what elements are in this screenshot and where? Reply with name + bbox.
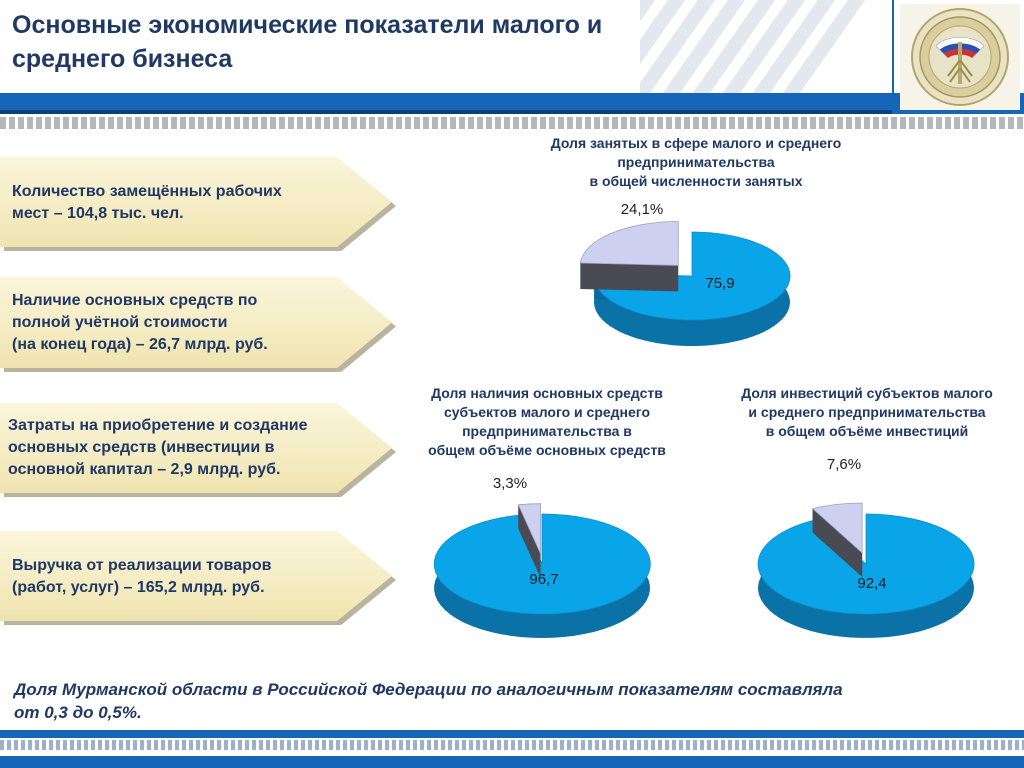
footer-bottom-bar (0, 756, 1024, 768)
indicator-text: Наличие основных средств по полной учётной стоимости (на конец года) – 26,7 млрд. руб. (12, 292, 268, 353)
pie-data-label: 7,6% (826, 456, 862, 473)
indicator-text: Выручка от реализации товаров (работ, услуг) – 165,2 млрд. руб. (12, 557, 272, 596)
pie-slice (580, 222, 678, 266)
pie-chart-3 (758, 456, 974, 638)
indicator-text: Затраты на приобретение и создание основных средств (инвестиции в основной капитал – 2,9 млрд. руб. (8, 417, 308, 478)
pie-chart-1 (580, 201, 790, 346)
chart-title: Доля инвестиций субъектов малого и среднего предпринимательства в общем объёме инвестиций (741, 385, 993, 439)
pie-slice (758, 514, 974, 614)
pie-slice-cut (580, 263, 678, 291)
pie-slice (434, 514, 650, 614)
pie-data-label: 92,4 (857, 575, 887, 592)
footer-bar (0, 730, 1024, 738)
pie-data-label: 24,1% (620, 201, 664, 218)
pie-data-label: 75,9 (705, 275, 735, 292)
pie-data-label: 3,3% (492, 475, 528, 492)
chart-title: Доля наличия основных средств субъектов малого и среднего предпринимательства в общем объёме основных средств (428, 385, 666, 458)
footer-band (0, 740, 1024, 750)
pie-data-label: 96,7 (529, 571, 559, 588)
chart-title: Доля занятых в сфере малого и среднего предпринимательства в общей численности занятых (550, 135, 842, 189)
indicator-text: Количество замещённых рабочих мест – 104,8 тыс. чел. (12, 183, 282, 222)
page-title: Основные экономические показатели малого и среднего бизнеса (12, 11, 603, 73)
pie-chart-2 (434, 475, 650, 638)
footer-note: Доля Мурманской области в Российской Федерации по аналогичным показателям составляла от 0,3 до 0,5%. (14, 680, 843, 722)
